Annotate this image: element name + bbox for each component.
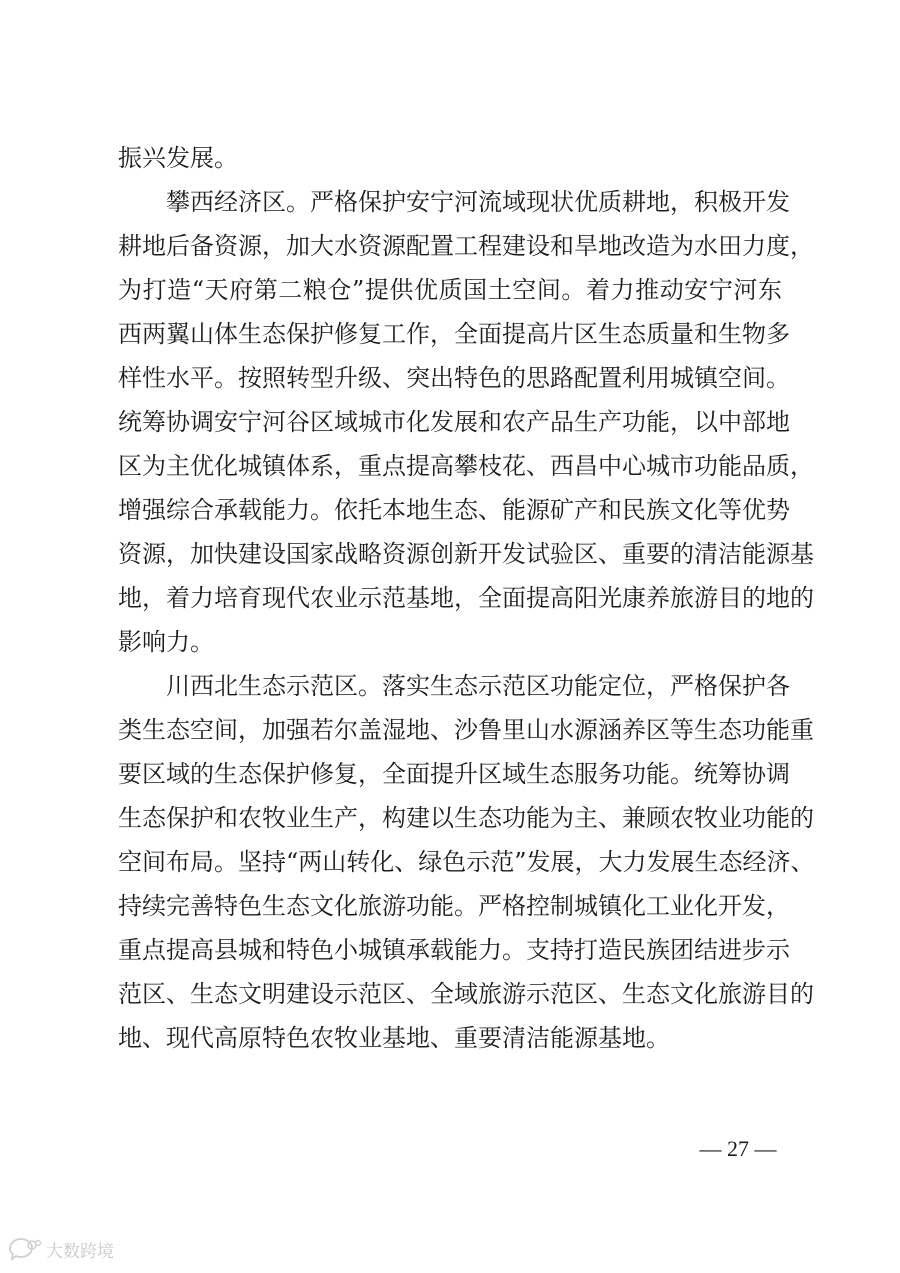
text-line-7: 统筹协调安宁河谷区域城市化发展和农产品生产功能，以中部地 bbox=[118, 408, 790, 436]
text-line-11: 地，着力培育现代农业示范基地，全面提高阳光康养旅游目的地的 bbox=[118, 584, 814, 612]
text-line-14: 类生态空间，加强若尔盖湿地、沙鲁里山水源涵养区等生态功能重 bbox=[118, 716, 814, 744]
page-number: — 27 — bbox=[699, 1136, 777, 1161]
text-line-15: 要区域的生态保护修复，全面提升区域生态服务功能。统筹协调 bbox=[118, 760, 790, 788]
text-line-9: 增强综合承载能力。依托本地生态、能源矿产和民族文化等优势 bbox=[118, 496, 790, 524]
text-line-12: 影响力。 bbox=[118, 628, 214, 656]
text-line-10: 资源，加快建设国家战略资源创新开发试验区、重要的清洁能源基 bbox=[118, 540, 814, 568]
watermark bbox=[8, 1234, 114, 1264]
text-line-21: 地、现代高原特色农牧业基地、重要清洁能源基地。 bbox=[118, 1024, 670, 1052]
text-line-4: 为打造“天府第二粮仓”提供优质国土空间。着力推动安宁河东 bbox=[118, 276, 782, 304]
text-line-20: 范区、生态文明建设示范区、全域旅游示范区、生态文化旅游目的 bbox=[118, 980, 814, 1008]
text-line-16: 生态保护和农牧业生产，构建以生态功能为主、兼顾农牧业功能的 bbox=[118, 804, 814, 832]
text-line-2: 攀西经济区。严格保护安宁河流域现状优质耕地，积极开发 bbox=[166, 188, 790, 216]
text-line-13: 川西北生态示范区。落实生态示范区功能定位，严格保护各 bbox=[166, 672, 790, 700]
text-line-3: 耕地后备资源，加大水资源配置工程建设和旱地改造为水田力度， bbox=[118, 232, 814, 260]
text-line-18: 持续完善特色生态文化旅游功能。严格控制城镇化工业化开发， bbox=[118, 892, 790, 920]
watermark-text: 大数跨境 bbox=[46, 1241, 114, 1262]
text-line-8: 区为主优化城镇体系，重点提高攀枝花、西昌中心城市功能品质， bbox=[118, 452, 814, 480]
text-line-6: 样性水平。按照转型升级、突出特色的思路配置利用城镇空间。 bbox=[118, 364, 790, 392]
text-line-19: 重点提高县城和特色小城镇承载能力。支持打造民族团结进步示 bbox=[118, 936, 790, 964]
text-line-5: 西两翼山体生态保护修复工作，全面提高片区生态质量和生物多 bbox=[118, 320, 790, 348]
text-line-17: 空间布局。坚持“两山转化、绿色示范”发展，大力发展生态经济、 bbox=[118, 848, 815, 876]
text-line-1: 振兴发展。 bbox=[118, 144, 238, 172]
chat-bubble-logo-icon bbox=[8, 1237, 42, 1261]
